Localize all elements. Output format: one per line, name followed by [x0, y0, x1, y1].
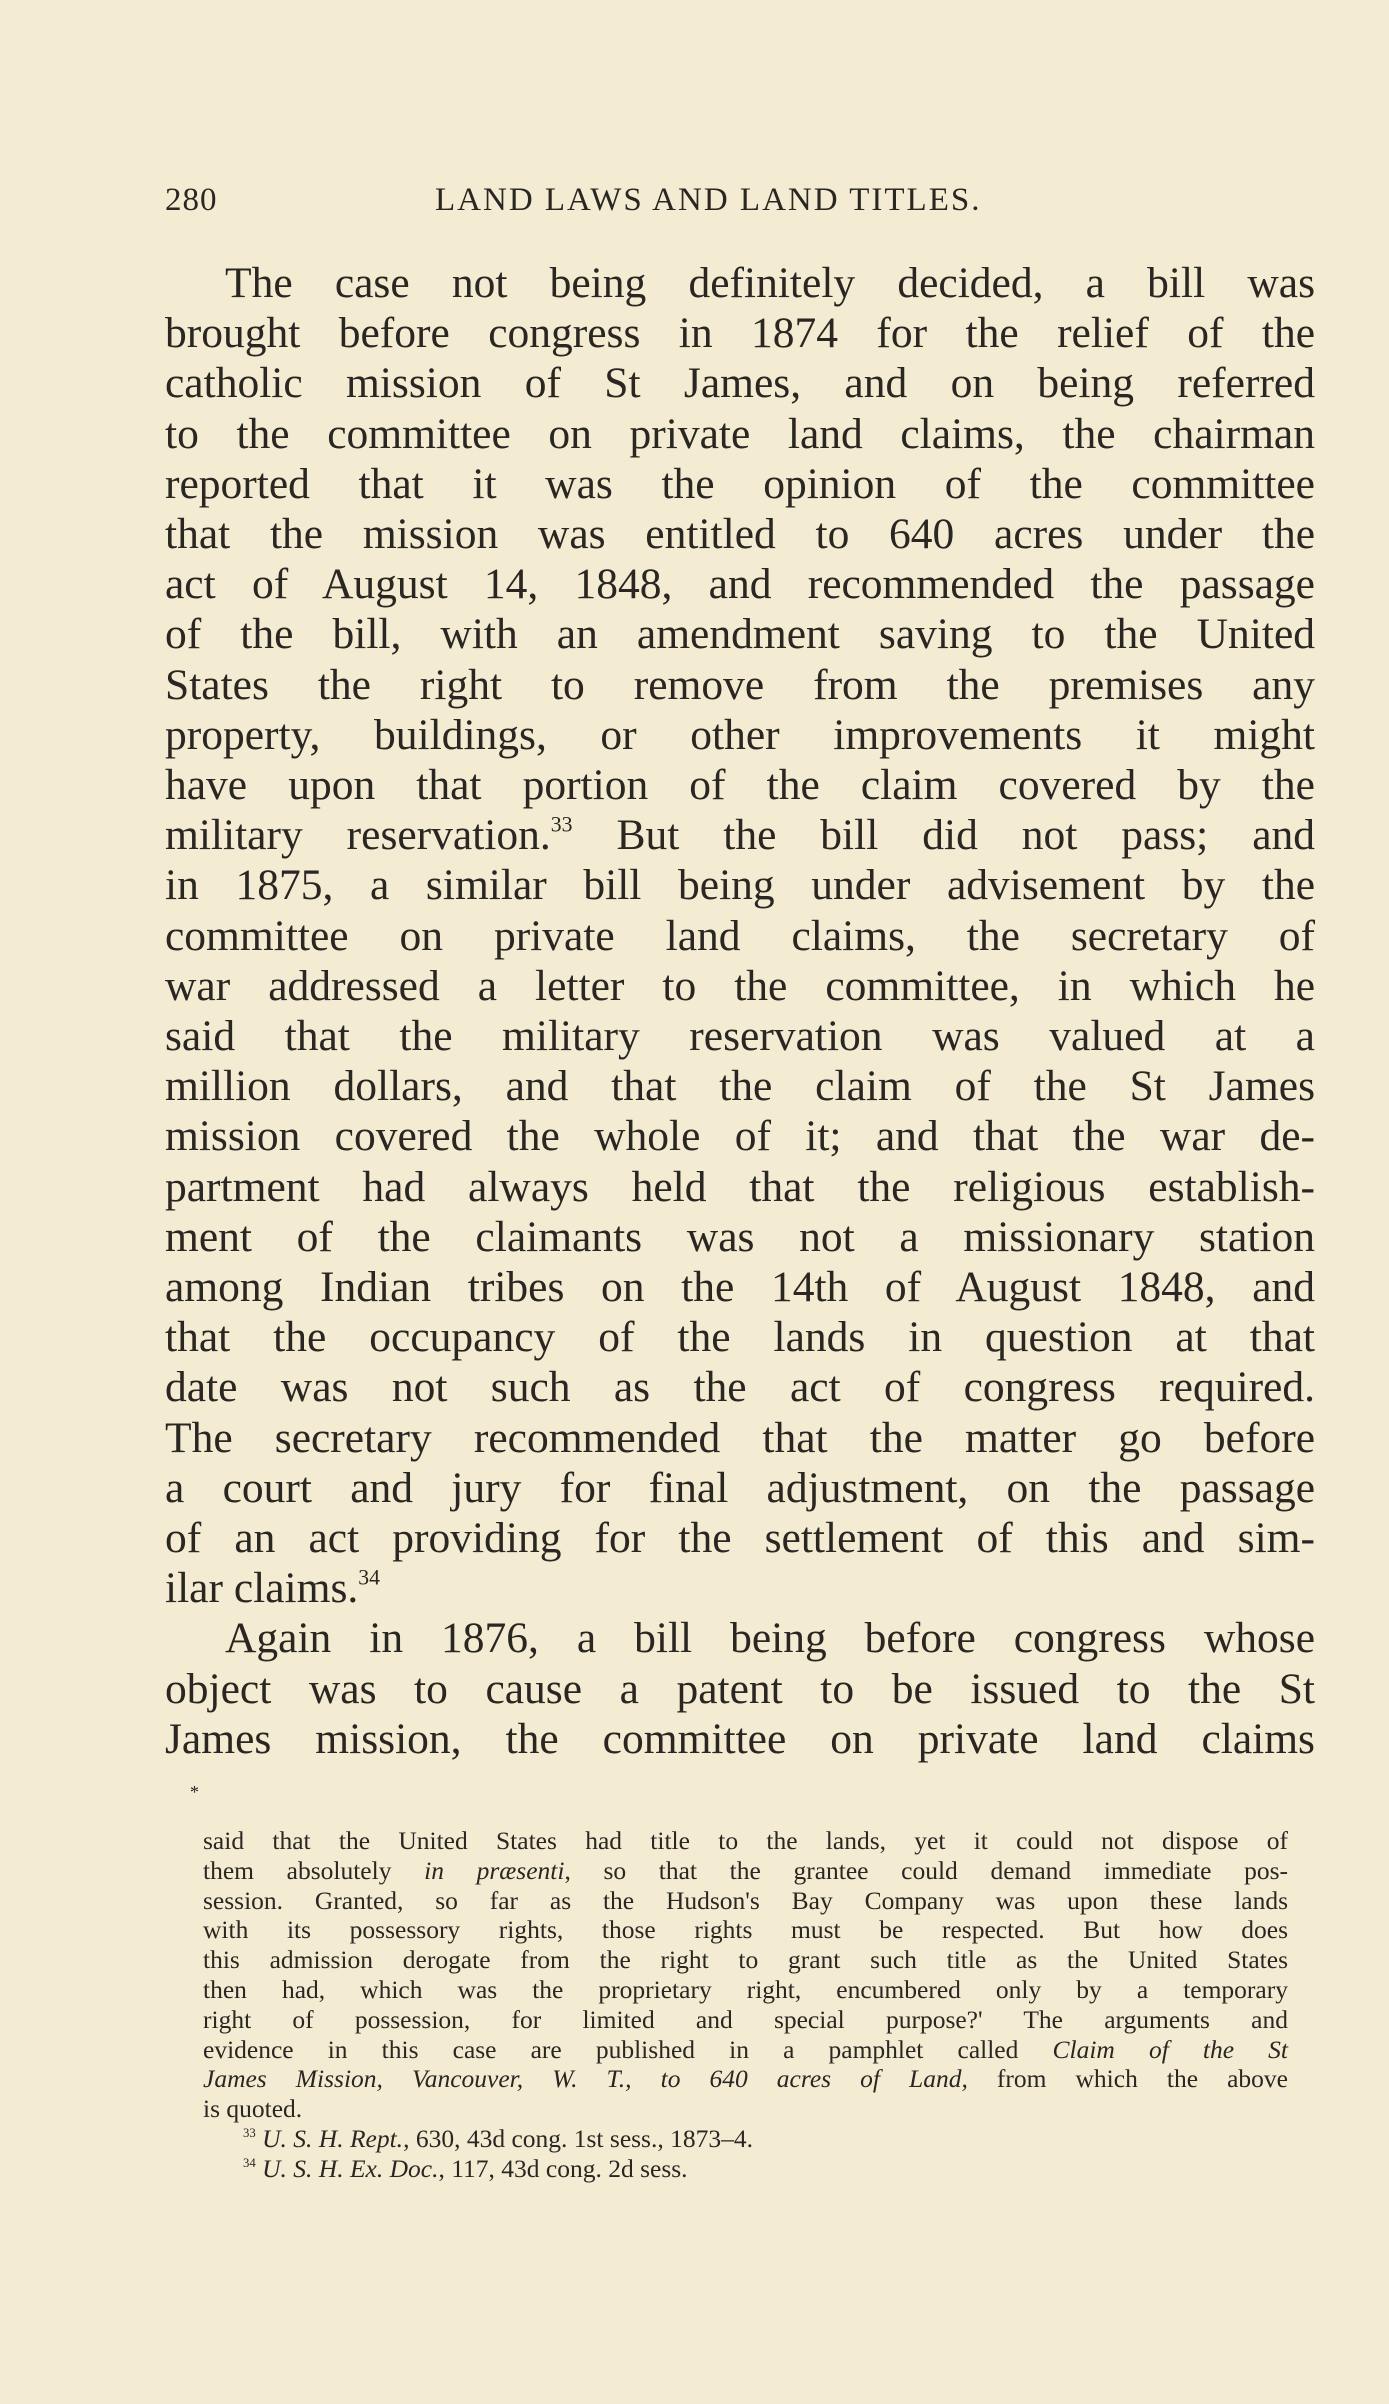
- footnote-line: [203, 2064, 1288, 2094]
- text-line: Again in 1876, a bill being before congress whose: [225, 1614, 1315, 1663]
- text-segment: ilar claims.: [165, 1564, 359, 1613]
- text-line: million dollars, and that the claim of the St James: [165, 1062, 1315, 1111]
- text-segment: military reservation.: [165, 811, 551, 860]
- text-line: property, buildings, or other improvements it might: [165, 710, 1315, 759]
- footnote-line: session. Granted, so far as the Hudson's Bay Company was upon these lands: [203, 1885, 1288, 1915]
- text-line: a court and jury for final adjustment, on the passage: [165, 1463, 1315, 1512]
- main-text: [165, 258, 1315, 1764]
- printer-mark: *: [190, 1782, 199, 1802]
- text-line: war addressed a letter to the committee, in which he: [165, 961, 1315, 1010]
- text-line: The case not being definitely decided, a bill was: [225, 259, 1315, 307]
- text-line: of an act providing for the settlement of this and sim-: [165, 1514, 1315, 1563]
- footnote-line: [203, 1856, 1288, 1886]
- italic-phrase: Claim of the St: [1052, 2034, 1289, 2064]
- text-line: mission covered the whole of it; and that the war de-: [165, 1112, 1315, 1161]
- text-line: reported that it was the opinion of the committee: [165, 459, 1315, 508]
- text-line: [165, 1563, 1315, 1613]
- running-title: LAND LAWS AND LAND TITLES.: [435, 182, 982, 218]
- text-segment: them absolutely: [203, 1855, 425, 1885]
- text-line: in 1875, a similar bill being under advisement by the: [165, 861, 1315, 910]
- text-line: act of August 14, 1848, and recommended the passage: [165, 560, 1315, 609]
- text-line: have upon that portion of the claim covered by the: [165, 761, 1315, 810]
- text-line: among Indian tribes on the 14th of August 1848, and: [165, 1263, 1315, 1312]
- text-line: catholic mission of St James, and on being referred: [165, 359, 1315, 408]
- italic-phrase: James Mission, Vancouver, W. T., to 640 acres of Land,: [203, 2064, 968, 2094]
- text-line: that the mission was entitled to 640 acres under the: [165, 510, 1315, 559]
- text-segment: from which the above: [967, 2064, 1288, 2094]
- text-line: The secretary recommended that the matter go before: [165, 1413, 1315, 1462]
- footnote-line: said that the United States had title to the lands, yet it could not dispose of: [203, 1826, 1288, 1855]
- footnote-34: [203, 2154, 1288, 2184]
- footnote-line: [203, 2035, 1288, 2065]
- footnote-line: right of possession, for limited and special purpose?' The arguments and: [203, 2004, 1288, 2034]
- citation-title: U. S. H. Rept.: [262, 2123, 404, 2153]
- text-line: States the right to remove from the premises any: [165, 660, 1315, 709]
- citation-title: U. S. H. Ex. Doc.: [262, 2153, 439, 2183]
- text-line: to the committee on private land claims, the chairman: [165, 409, 1315, 458]
- footnotes: [203, 1826, 1288, 2184]
- page-number: 280: [165, 182, 218, 218]
- citation-detail: , 630, 43d cong. 1st sess., 1873–4.: [403, 2123, 753, 2153]
- footnote-line: then had, which was the proprietary right, encumbered only by a temporary: [203, 1974, 1288, 2004]
- text-line: said that the military reservation was valued at a: [165, 1012, 1315, 1061]
- italic-phrase: in præsenti: [424, 1855, 565, 1885]
- footnote-33: [203, 2124, 1288, 2154]
- text-segment: evidence in this case are published in a pamphlet called: [203, 2034, 1053, 2064]
- footnote-ref-34[interactable]: 34: [358, 1565, 381, 1590]
- text-line: [165, 810, 1315, 860]
- text-line: of the bill, with an amendment saving to the United: [165, 610, 1315, 659]
- text-line: ment of the claimants was not a missionary station: [165, 1212, 1315, 1261]
- footnote-ref-33[interactable]: 33: [550, 812, 573, 837]
- footnote-number: 33: [243, 2125, 256, 2140]
- text-segment: , so that the grantee could demand immediate pos-: [564, 1855, 1288, 1885]
- footnote-line: this admission derogate from the right to grant such title as the United States: [203, 1945, 1288, 1975]
- footnote-number: 34: [243, 2155, 256, 2170]
- text-line: brought before congress in 1874 for the relief of the: [165, 309, 1315, 358]
- footnote-line: is quoted.: [203, 2094, 303, 2124]
- text-segment: But the bill did not pass; and: [572, 811, 1316, 860]
- text-line: James mission, the committee on private land claims: [165, 1714, 1315, 1763]
- text-line: that the occupancy of the lands in question at that: [165, 1313, 1315, 1362]
- text-line: object was to cause a patent to be issued to the St: [165, 1664, 1315, 1713]
- citation-detail: , 117, 43d cong. 2d sess.: [438, 2153, 688, 2183]
- text-line: partment had always held that the religious establish-: [165, 1162, 1315, 1211]
- page-header: [165, 182, 1295, 232]
- text-line: date was not such as the act of congress required.: [165, 1363, 1315, 1412]
- text-line: committee on private land claims, the secretary of: [165, 911, 1315, 960]
- footnote-line: with its possessory rights, those rights must be respected. But how does: [203, 1915, 1288, 1945]
